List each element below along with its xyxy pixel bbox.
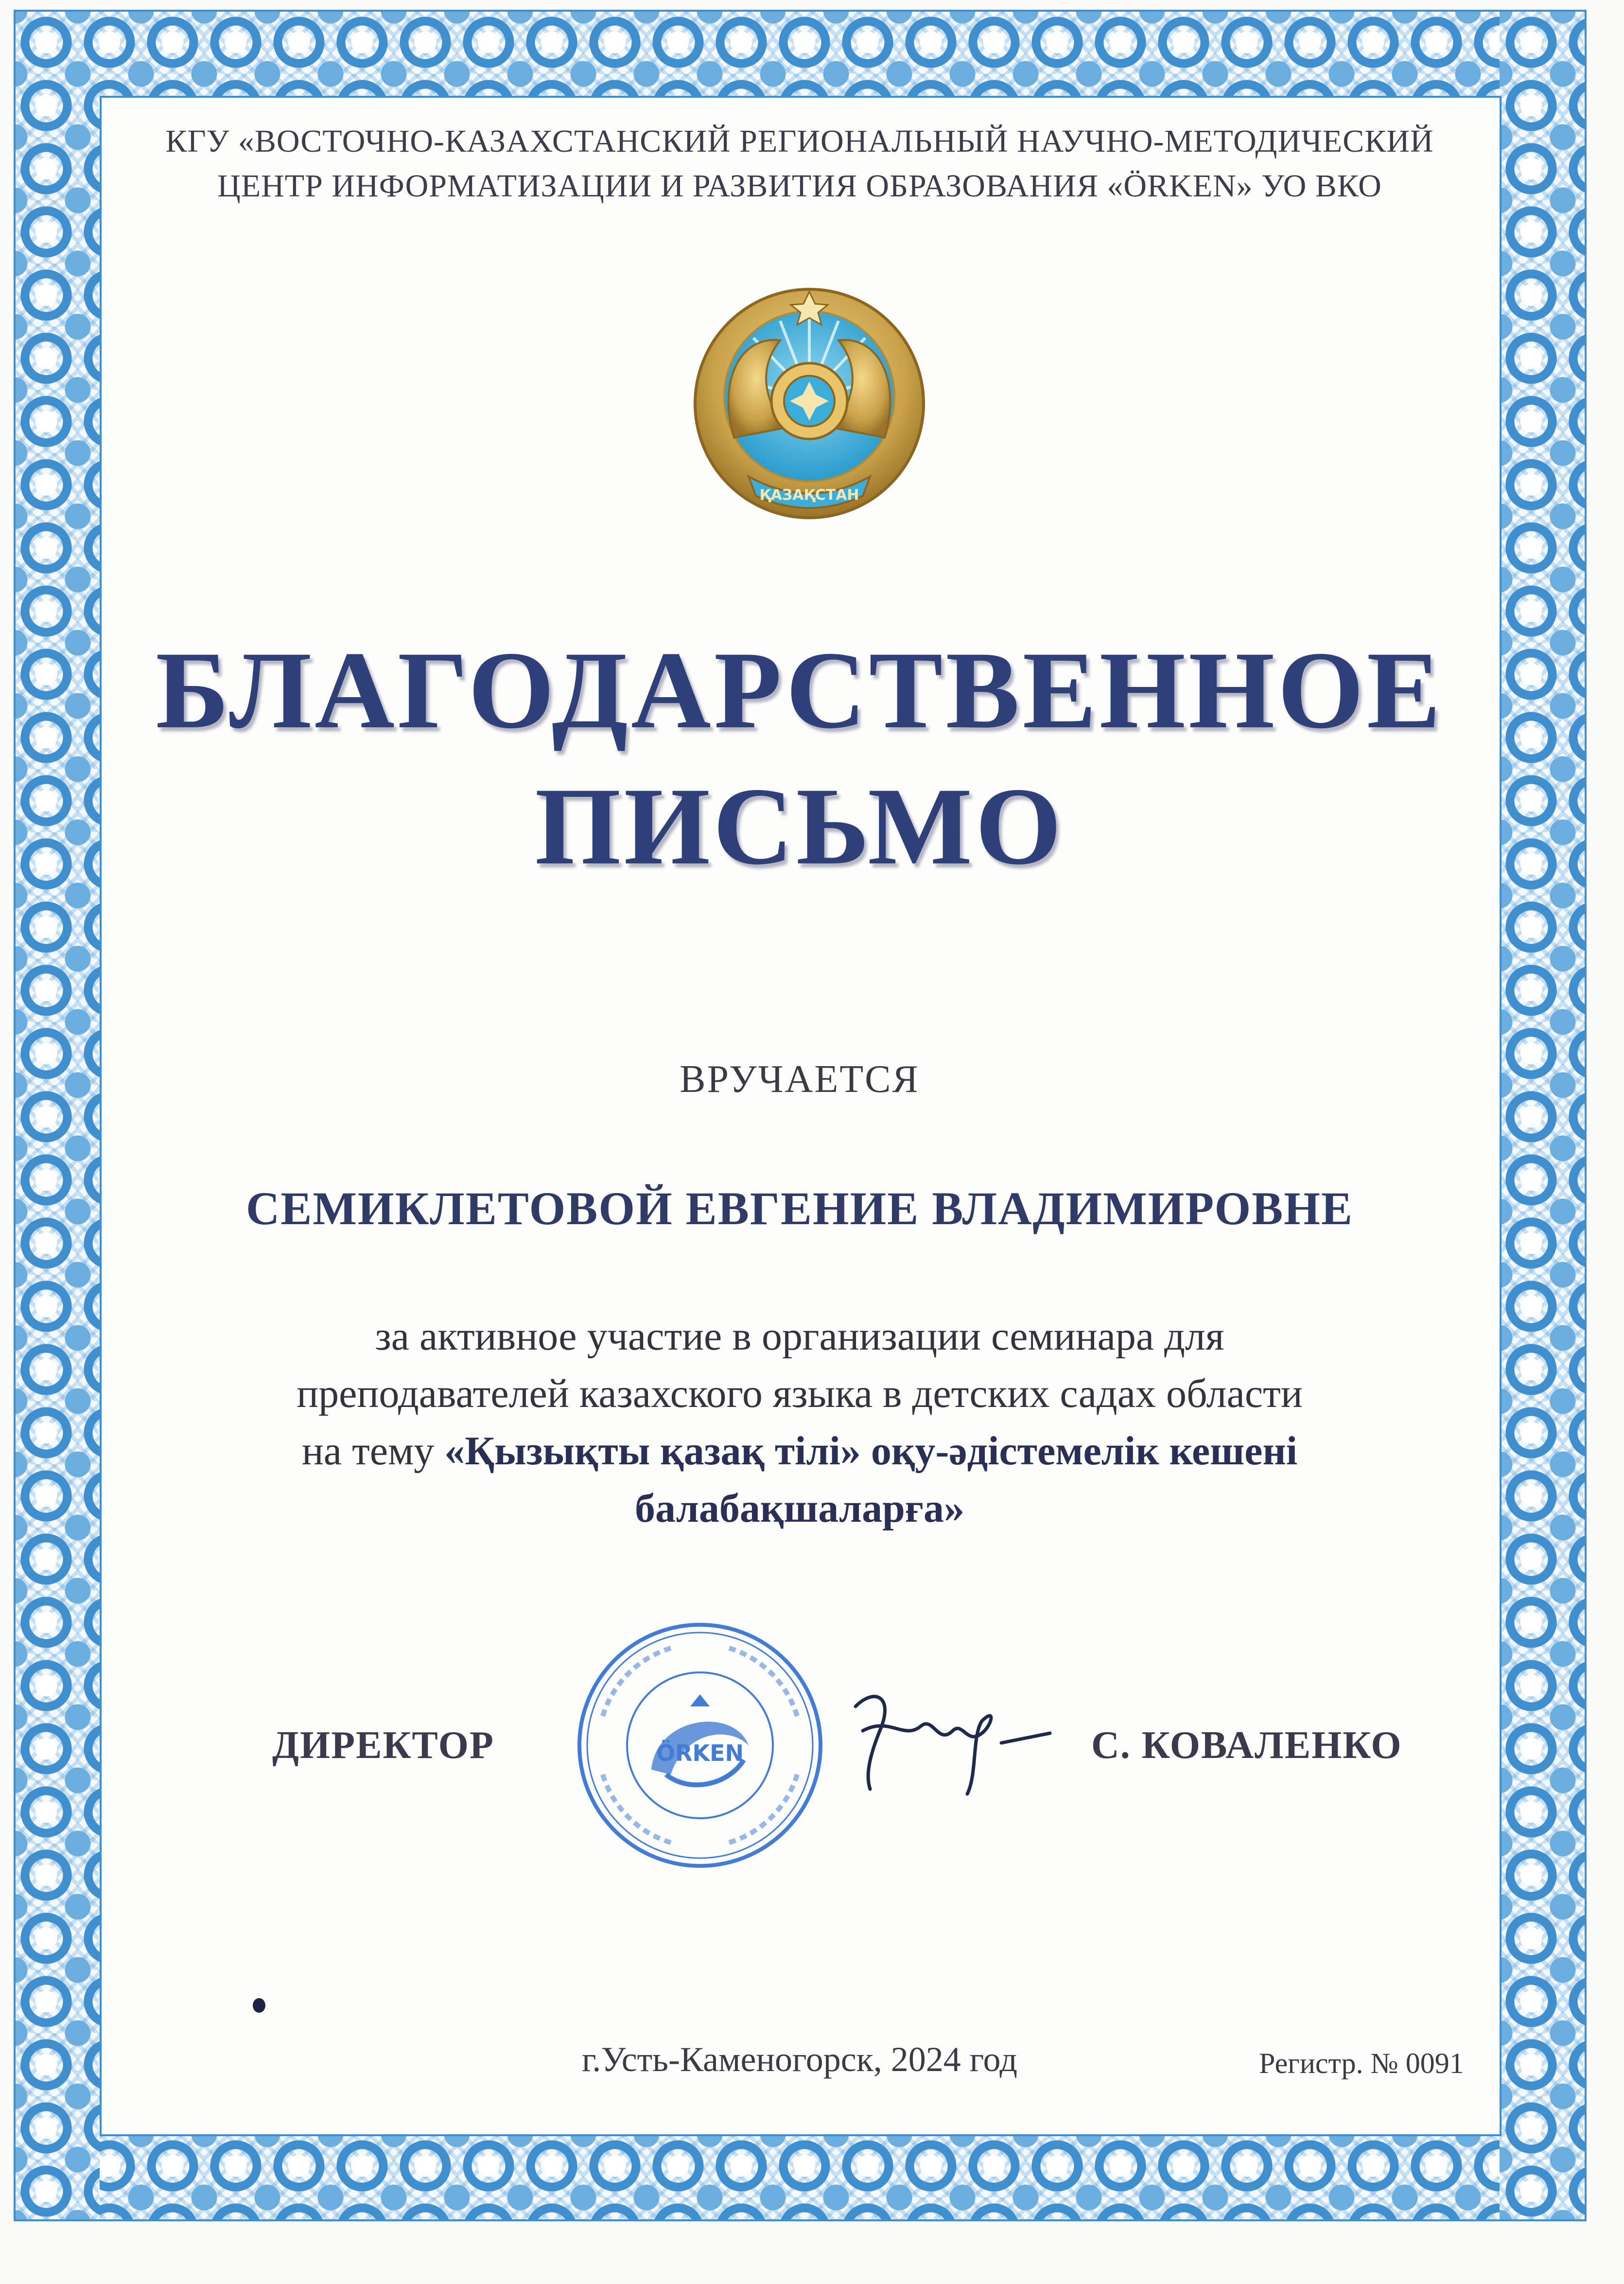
director-signature-icon — [836, 1677, 1060, 1799]
state-emblem-kazakhstan-icon — [688, 282, 931, 525]
seminar-topic-part-1: «Қызықты қазақ тілі» оқу-әдістемелік кешені — [444, 1428, 1298, 1474]
reason-line-1: за активное участие в организации семинара для — [375, 1314, 1224, 1359]
director-title: ДИРЕКТОР — [272, 1724, 494, 1767]
award-reason — [100, 1308, 1500, 1537]
director-name: С. КОВАЛЕНКО — [1091, 1724, 1402, 1767]
reason-line-2: преподавателей казахского языка в детских садах области — [297, 1371, 1303, 1416]
reason-line-3 — [100, 1423, 1500, 1480]
title-line-2: ПИСЬМО — [535, 765, 1065, 888]
title-line-1: БЛАГОДАРСТВЕННОЕ — [156, 629, 1444, 752]
organization-header — [100, 119, 1500, 209]
certificate-title — [100, 622, 1500, 895]
ink-dot — [253, 1998, 265, 2013]
place-and-date: г.Усть-Каменогорск, 2024 год — [581, 2040, 1018, 2079]
registration-number: Регистр. № 0091 — [1259, 2047, 1464, 2079]
recipient-name: СЕМИКЛЕТОВОЙ ЕВГЕНИЕ ВЛАДИМИРОВНЕ — [246, 1182, 1353, 1234]
orken-round-stamp-icon — [574, 1619, 826, 1872]
reason-prefix: на тему — [301, 1428, 435, 1474]
reason-line-4 — [100, 1480, 1500, 1537]
emblem-text: ҚАЗАҚСТАН — [759, 487, 859, 504]
stamp-center-text: ÖRKEN — [656, 1740, 744, 1766]
organization-line-2: ЦЕНТР ИНФОРМАТИЗАЦИИ И РАЗВИТИЯ ОБРАЗОВАНИЯ «ÖRKEN» УО ВКО — [217, 168, 1382, 204]
presented-label: ВРУЧАЕТСЯ — [680, 1058, 920, 1101]
organization-line-1: КГУ «ВОСТОЧНО-КАЗАХСТАНСКИЙ РЕГИОНАЛЬНЫЙ НАУЧНО-МЕТОДИЧЕСКИЙ — [165, 123, 1434, 159]
seminar-topic-part-2: балабақшаларға» — [635, 1486, 964, 1531]
